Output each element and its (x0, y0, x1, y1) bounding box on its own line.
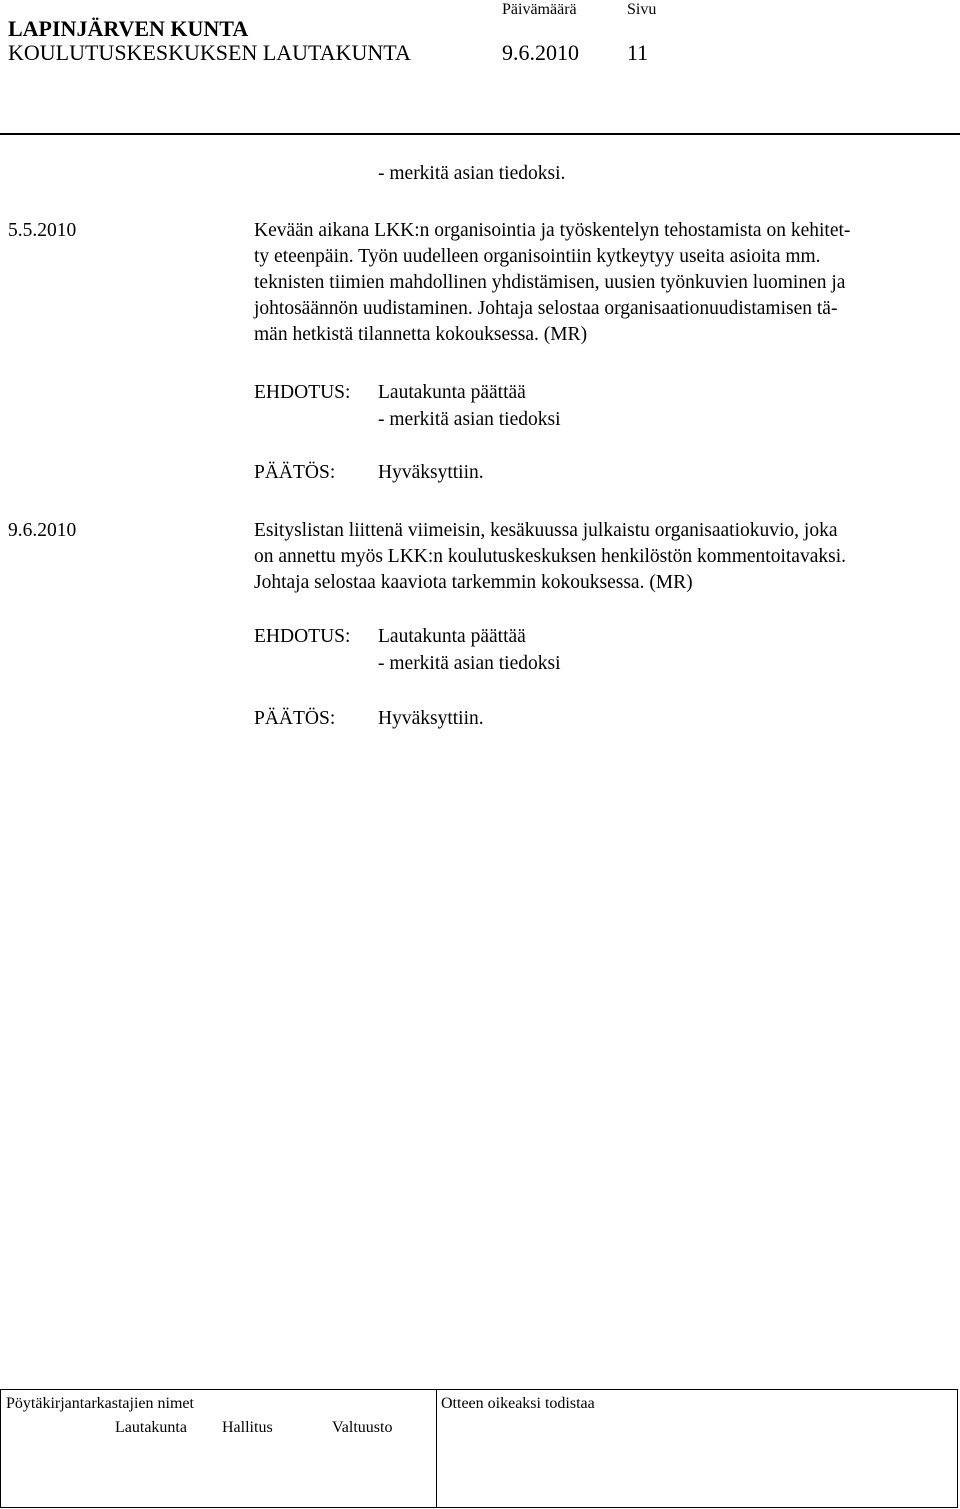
footer-right-border (957, 1389, 958, 1508)
continuation-item: - merkitä asian tiedoksi. (378, 163, 566, 184)
footer-col-lautakunta: Lautakunta (115, 1419, 187, 1436)
proposal-label: EHDOTUS: (254, 382, 351, 403)
section-date: 5.5.2010 (8, 220, 77, 241)
footer-bottom-border (0, 1507, 958, 1508)
org-name: LAPINJÄRVEN KUNTA (8, 16, 249, 41)
text-line: johtosäännön uudistaminen. Johtaja selostaa organisaationuudistamisen tä- (254, 298, 838, 319)
reviewers-label: Pöytäkirjantarkastajien nimet (6, 1395, 194, 1412)
proposal-item: - merkitä asian tiedoksi (378, 653, 561, 674)
header-divider (0, 133, 960, 135)
proposal-item: - merkitä asian tiedoksi (378, 409, 561, 430)
page-number: 11 (627, 40, 649, 65)
proposal-text: Lautakunta päättää (378, 626, 526, 647)
text-line: teknisten tiimien mahdollinen yhdistämisen, uusien työnkuvien luominen ja (254, 272, 846, 293)
text-line: Kevään aikana LKK:n organisointia ja työskentelyn tehostamista on kehitet- (254, 220, 851, 241)
board-name: KOULUTUSKESKUKSEN LAUTAKUNTA (8, 40, 411, 65)
footer-divider (436, 1389, 437, 1508)
certified-label: Otteen oikeaksi todistaa (441, 1395, 595, 1412)
text-line: män hetkistä tilannetta kokouksessa. (MR) (254, 324, 588, 345)
page-label: Sivu (627, 1, 657, 18)
meeting-date: 9.6.2010 (502, 40, 579, 65)
decision-label: PÄÄTÖS: (254, 462, 336, 483)
proposal-text: Lautakunta päättää (378, 382, 526, 403)
proposal-label: EHDOTUS: (254, 626, 351, 647)
text-line: on annettu myös LKK:n koulutuskeskuksen henkilöstön kommentoitavaksi. (254, 546, 846, 567)
section-date: 9.6.2010 (8, 520, 77, 541)
decision-text: Hyväksyttiin. (378, 462, 484, 483)
footer-top-border (0, 1389, 958, 1390)
footer-col-hallitus: Hallitus (222, 1419, 273, 1436)
section-text (254, 218, 954, 348)
section-text (254, 518, 954, 596)
footer-left-border (0, 1389, 1, 1508)
text-line: Esityslistan liittenä viimeisin, kesäkuussa julkaistu organisaatiokuvio, joka (254, 520, 838, 541)
decision-text: Hyväksyttiin. (378, 708, 484, 729)
text-line: Johtaja selostaa kaaviota tarkemmin kokouksessa. (MR) (254, 572, 693, 593)
footer-col-valtuusto: Valtuusto (332, 1419, 393, 1436)
decision-label: PÄÄTÖS: (254, 708, 336, 729)
date-label: Päivämäärä (502, 1, 577, 18)
text-line: ty eteenpäin. Työn uudelleen organisointiin kytkeytyy useita asioita mm. (254, 246, 821, 267)
